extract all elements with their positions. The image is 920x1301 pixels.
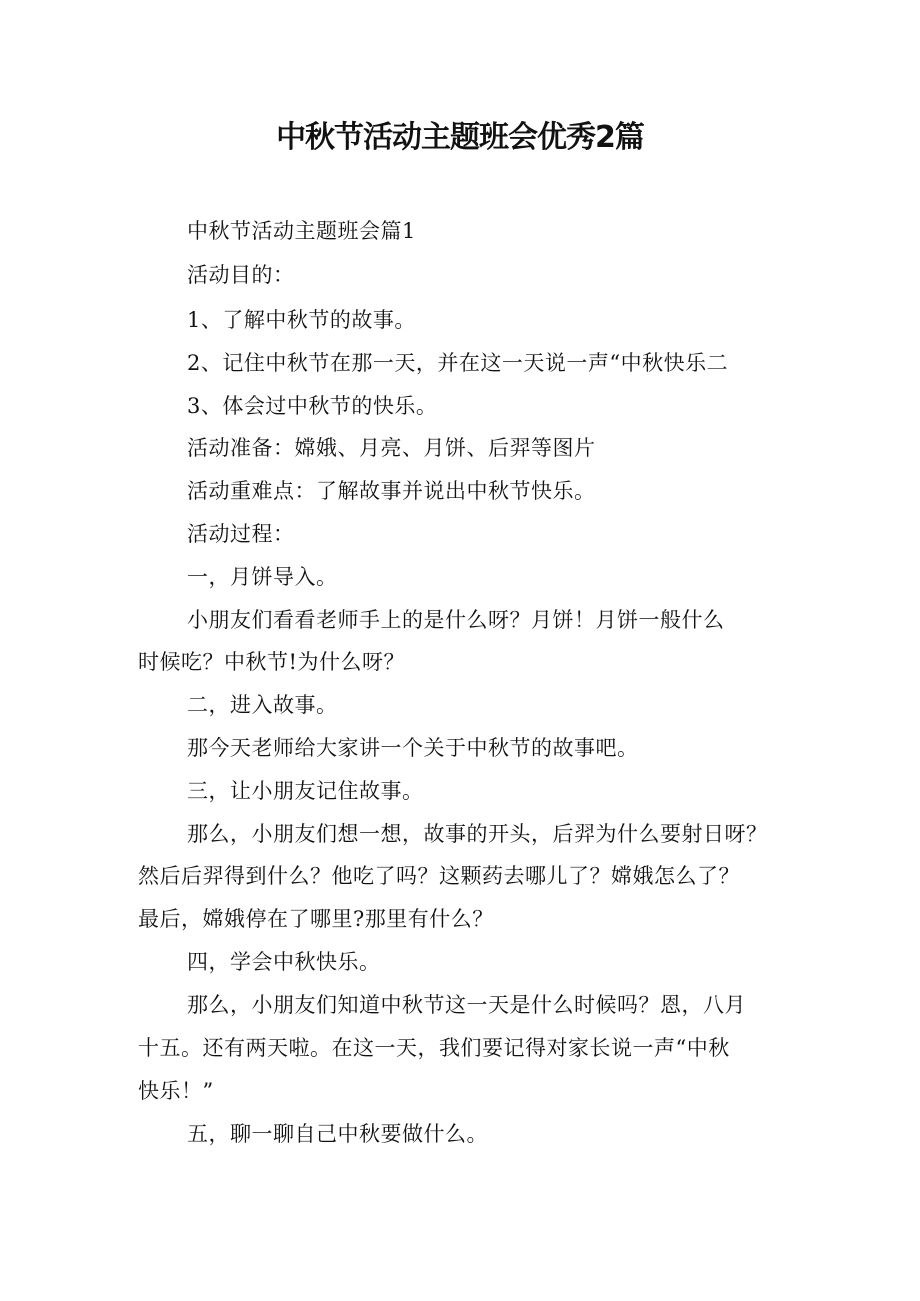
paragraph-line: 活动目的： [187,263,295,287]
section-heading: 中秋节活动主题班会篇1 [187,219,416,243]
paragraph-line: 四，学会中秋快乐。 [187,950,381,974]
paragraph-line: 二，进入故事。 [187,693,338,717]
document-title: 中秋节活动主题班会优秀2篇 [276,120,644,155]
paragraph-line: 1、了解中秋节的故事。 [187,308,416,332]
paragraph-line: 一，月饼导入。 [187,565,338,589]
paragraph-line: 活动准备：嫦娥、月亮、月饼、后羿等图片 [187,436,596,460]
paragraph-line: 五，聊一聊自己中秋要做什么。 [187,1122,488,1146]
paragraph-line: 时候吃？中秋节!为什么呀？ [138,650,405,674]
paragraph-line: 十五。还有两天啦。在这一天，我们要记得对家长说一声“中秋 [138,1036,730,1060]
paragraph-line: 最后，嫦娥停在了哪里?那里有什么？ [138,907,494,931]
paragraph-line: 3、体会过中秋节的快乐。 [187,394,438,418]
paragraph-line: 活动过程： [187,522,295,546]
paragraph-line: 活动重难点：了解故事并说出中秋节快乐。 [187,479,596,503]
paragraph-line: 那么，小朋友们想一想，故事的开头，后羿为什么要射日呀？ [187,822,768,846]
paragraph-line: 三，让小朋友记住故事。 [187,779,424,803]
paragraph-line: 小朋友们看看老师手上的是什么呀？月饼！月饼一般什么 [187,608,725,632]
paragraph-line: 然后后羿得到什么？他吃了吗？这颗药去哪儿了？嫦娥怎么了？ [138,864,740,888]
paragraph-line: 那么，小朋友们知道中秋节这一天是什么时候吗？恩，八月 [187,993,746,1017]
paragraph-line: 快乐！” [138,1079,214,1103]
paragraph-line: 那今天老师给大家讲一个关于中秋节的故事吧。 [187,736,639,760]
paragraph-line: 2、记住中秋节在那一天，并在这一天说一声“中秋快乐二 [187,351,729,375]
